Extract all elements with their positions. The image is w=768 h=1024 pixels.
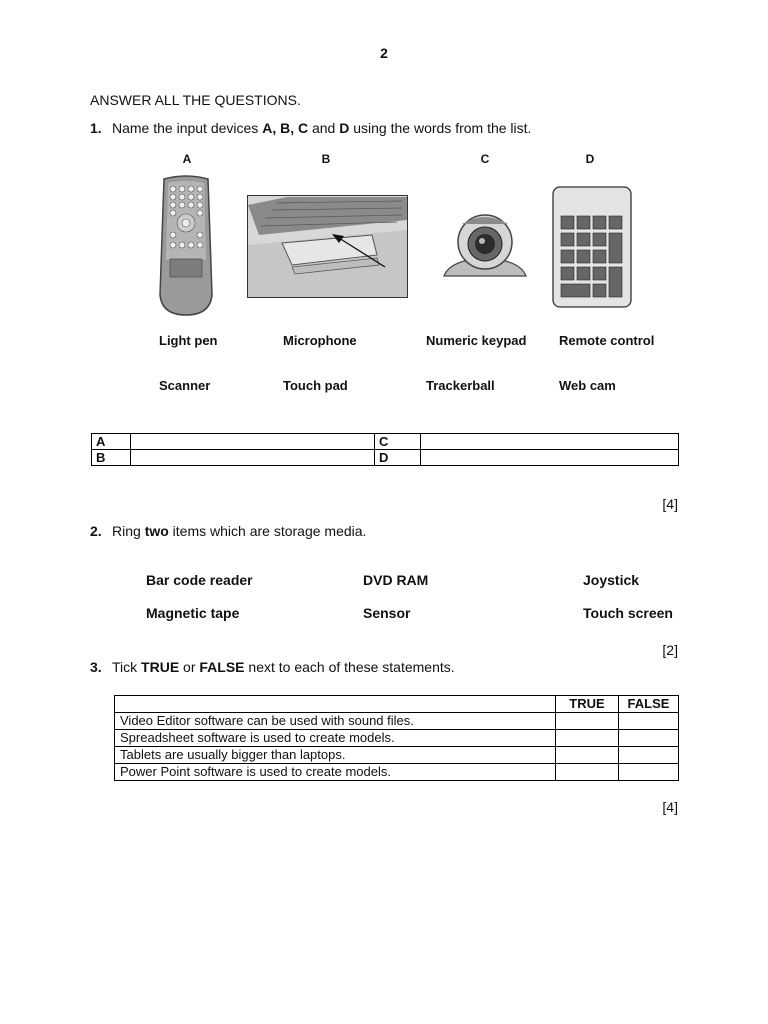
word-touch-pad: Touch pad (283, 378, 348, 393)
table-row (92, 450, 679, 466)
word-remote-control: Remote control (559, 333, 655, 348)
question-number: 2. (90, 523, 102, 539)
instruction-heading: ANSWER ALL THE QUESTIONS. (90, 92, 301, 108)
tick-false-2[interactable] (619, 730, 679, 747)
tick-true-4[interactable] (556, 764, 619, 781)
image-label-a: A (182, 152, 192, 166)
statement-1: Video Editor software can be used with sound files. (115, 713, 556, 730)
question-text: Name the input devices A, B, C and D using the words from the list. (112, 120, 532, 136)
answer-label-c: C (375, 434, 421, 450)
image-label-c: C (480, 152, 490, 166)
image-label-d: D (585, 152, 595, 166)
word-numeric-keypad: Numeric keypad (426, 333, 527, 348)
option-joystick[interactable]: Joystick (583, 572, 640, 588)
statement-2: Spreadsheet software is used to create models. (115, 730, 556, 747)
tick-false-3[interactable] (619, 747, 679, 764)
image-label-b: B (321, 152, 331, 166)
tick-true-3[interactable] (556, 747, 619, 764)
statement-3: Tablets are usually bigger than laptops. (115, 747, 556, 764)
answer-cell-d[interactable] (421, 450, 679, 466)
answer-table (91, 433, 679, 466)
q2-marks: [2] (662, 642, 678, 658)
table-header-row (115, 696, 679, 713)
option-bar-code-reader[interactable]: Bar code reader (146, 572, 253, 588)
header-true: TRUE (556, 696, 619, 713)
true-false-table (114, 695, 679, 781)
tick-true-2[interactable] (556, 730, 619, 747)
table-row (92, 434, 679, 450)
answer-label-b: B (92, 450, 131, 466)
tick-true-1[interactable] (556, 713, 619, 730)
tick-false-4[interactable] (619, 764, 679, 781)
word-light-pen: Light pen (159, 333, 218, 348)
table-row (115, 747, 679, 764)
question-text: Tick TRUE or FALSE next to each of these statements. (112, 659, 455, 675)
table-row (115, 713, 679, 730)
table-row (115, 764, 679, 781)
remote-control-image (158, 175, 214, 317)
question-3 (90, 659, 690, 677)
statement-4: Power Point software is used to create models. (115, 764, 556, 781)
header-blank (115, 696, 556, 713)
numeric-keypad-image (552, 186, 632, 308)
touch-pad-image (247, 195, 408, 298)
option-magnetic-tape[interactable]: Magnetic tape (146, 605, 240, 621)
question-number: 3. (90, 659, 102, 675)
word-trackerball: Trackerball (426, 378, 495, 393)
table-row (115, 730, 679, 747)
tick-false-1[interactable] (619, 713, 679, 730)
question-number: 1. (90, 120, 102, 136)
answer-cell-a[interactable] (131, 434, 375, 450)
answer-cell-c[interactable] (421, 434, 679, 450)
option-sensor[interactable]: Sensor (363, 605, 411, 621)
page-number: 2 (380, 45, 388, 61)
web-cam-image (440, 210, 530, 282)
word-microphone: Microphone (283, 333, 357, 348)
answer-label-d: D (375, 450, 421, 466)
question-1 (90, 120, 690, 138)
q3-marks: [4] (662, 799, 678, 815)
word-scanner: Scanner (159, 378, 211, 393)
word-web-cam: Web cam (559, 378, 616, 393)
option-touch-screen[interactable]: Touch screen (583, 605, 673, 621)
option-dvd-ram[interactable]: DVD RAM (363, 572, 429, 588)
answer-label-a: A (92, 434, 131, 450)
q1-marks: [4] (662, 496, 678, 512)
question-2 (90, 523, 690, 541)
answer-cell-b[interactable] (131, 450, 375, 466)
question-text: Ring two items which are storage media. (112, 523, 367, 539)
header-false: FALSE (619, 696, 679, 713)
